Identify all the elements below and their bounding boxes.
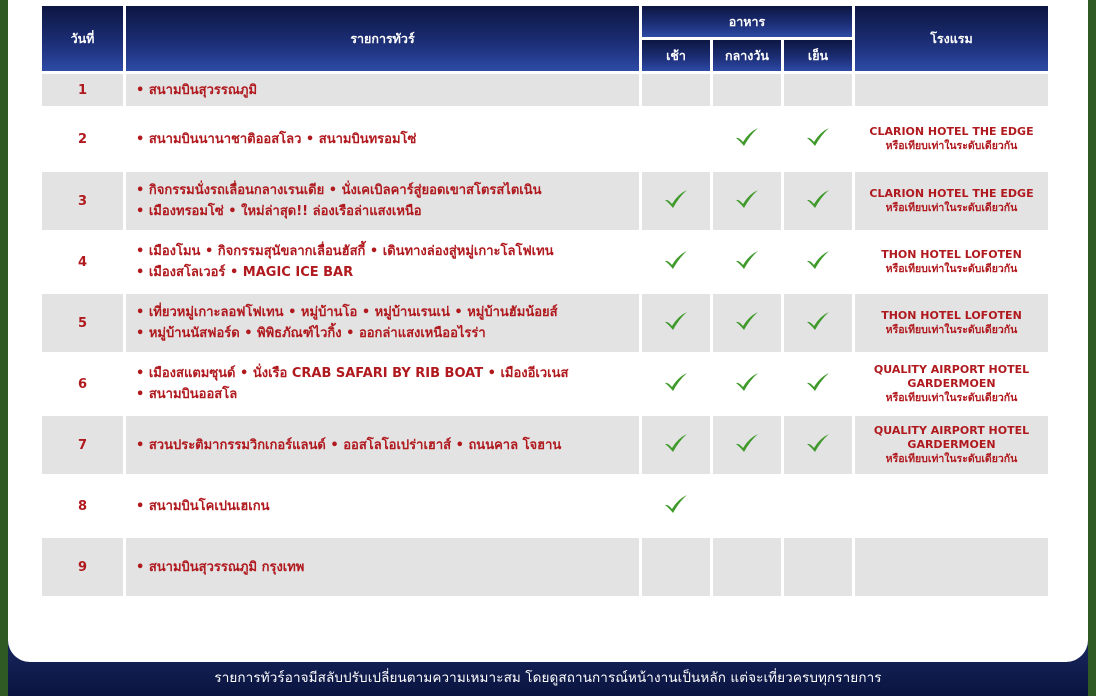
day-number: 4 (42, 233, 123, 291)
check-icon (663, 310, 689, 332)
table-row (42, 416, 1048, 474)
meal-dinner (784, 74, 852, 106)
tour-line: • เที่ยวหมู่เกาะลอฟโฟเทน • หมู่บ้านโอ • หมู่บ้านเรนเน่ • หมู่บ้านฮัมน้อยส์ (136, 305, 558, 320)
check-icon (734, 371, 760, 393)
check-icon (805, 310, 831, 332)
meal-dinner (784, 294, 852, 352)
itinerary-table (39, 3, 1051, 599)
meal-dinner (784, 109, 852, 169)
day-number: 6 (42, 355, 123, 413)
hotel-note: หรือเทียบเท่าในระดับเดียวกัน (885, 140, 1018, 152)
table-row (42, 538, 1048, 596)
hotel-cell (855, 74, 1048, 106)
table-row (42, 477, 1048, 535)
check-icon (734, 126, 760, 148)
check-icon (805, 249, 831, 271)
check-icon (663, 249, 689, 271)
meal-breakfast (642, 74, 710, 106)
hotel-cell (855, 294, 1048, 352)
table-row (42, 233, 1048, 291)
meal-lunch (713, 538, 781, 596)
hotel-name: CLARION HOTEL THE EDGE (869, 187, 1034, 200)
check-icon (663, 493, 689, 515)
hotel-note: หรือเทียบเท่าในระดับเดียวกัน (885, 392, 1018, 404)
meal-dinner (784, 416, 852, 474)
tour-line: • สนามบินโคเปนเฮเกน (136, 498, 270, 514)
tour-cell (126, 477, 639, 535)
check-icon (734, 432, 760, 454)
meal-dinner (784, 233, 852, 291)
tour-line: • เมืองสแตมซุนด์ • นั่งเรือ CRAB SAFARI BY RIB BOAT • เมืองอีเวเนส (136, 366, 569, 381)
tour-line: • สนามบินสุวรรณภูมิ กรุงเทพ (136, 559, 305, 575)
hotel-note: หรือเทียบเท่าในระดับเดียวกัน (885, 263, 1018, 275)
check-icon (734, 310, 760, 332)
tour-line: • สนามบินสุวรรณภูมิ (136, 82, 258, 98)
tour-cell (126, 74, 639, 106)
hotel-cell (855, 172, 1048, 230)
day-number: 3 (42, 172, 123, 230)
meal-dinner (784, 355, 852, 413)
footer-note: รายการทัวร์อาจมีสลับปรับเปลี่ยนตามความเหมาะสม โดยดูสถานการณ์หน้างานเป็นหลัก แต่จะเที่ยวครบทุกรายการ (214, 670, 882, 686)
table-row (42, 109, 1048, 169)
hotel-note: หรือเทียบเท่าในระดับเดียวกัน (885, 324, 1018, 336)
meal-lunch (713, 74, 781, 106)
header-hotel: โรงแรม (855, 6, 1048, 71)
check-icon (805, 371, 831, 393)
meal-dinner (784, 538, 852, 596)
tour-line: • เมืองโมน • กิจกรรมสุนัขลากเลื่อนฮัสกี้ • เดินทางล่องสู่หมู่เกาะโลโฟเทน (136, 244, 554, 259)
meal-lunch (713, 233, 781, 291)
tour-cell (126, 294, 639, 352)
check-icon (663, 188, 689, 210)
tour-cell (126, 233, 639, 291)
tour-cell (126, 355, 639, 413)
tour-cell (126, 416, 639, 474)
check-icon (663, 371, 689, 393)
meal-lunch (713, 477, 781, 535)
tour-line: • เมืองทรอมโซ่ • ใหม่ล่าสุด!! ล่องเรือล่าแสงเหนือ (136, 204, 422, 219)
hotel-name: THON HOTEL LOFOTEN (881, 248, 1022, 261)
day-number: 8 (42, 477, 123, 535)
hotel-cell (855, 355, 1048, 413)
hotel-note: หรือเทียบเท่าในระดับเดียวกัน (885, 453, 1018, 465)
check-icon (805, 126, 831, 148)
meal-breakfast (642, 538, 710, 596)
header-day: วันที่ (42, 6, 123, 71)
table-row (42, 294, 1048, 352)
header-breakfast: เช้า (642, 40, 710, 71)
hotel-note: หรือเทียบเท่าในระดับเดียวกัน (885, 202, 1018, 214)
hotel-cell (855, 109, 1048, 169)
hotel-cell (855, 233, 1048, 291)
hotel-name: QUALITY AIRPORT HOTEL GARDERMOEN (873, 363, 1030, 390)
check-icon (734, 188, 760, 210)
header-tour: รายการทัวร์ (126, 6, 639, 71)
meal-dinner (784, 477, 852, 535)
tour-line: • สนามบินนานาชาติออสโลว • สนามบินทรอมโซ่ (136, 131, 417, 147)
header-lunch: กลางวัน (713, 40, 781, 71)
header-meals: อาหาร (642, 6, 852, 37)
tour-line: • สนามบินออสโล (136, 387, 238, 402)
table-row (42, 74, 1048, 106)
meal-breakfast (642, 109, 710, 169)
meal-lunch (713, 355, 781, 413)
hotel-cell (855, 538, 1048, 596)
tour-line: • เมืองสโลเวอร์ • MAGIC ICE BAR (136, 265, 354, 280)
meal-breakfast (642, 233, 710, 291)
meal-breakfast (642, 477, 710, 535)
tour-cell (126, 172, 639, 230)
table-row (42, 355, 1048, 413)
check-icon (663, 432, 689, 454)
hotel-cell (855, 477, 1048, 535)
tour-line: • หมู่บ้านนัสฟอร์ด • พิพิธภัณฑ์ไวกิ้ง • ออกล่าแสงเหนืออไรร่า (136, 326, 486, 341)
meal-lunch (713, 109, 781, 169)
hotel-name: CLARION HOTEL THE EDGE (869, 125, 1034, 138)
meal-breakfast (642, 294, 710, 352)
meal-lunch (713, 172, 781, 230)
tour-line: • สวนประติมากรรมวิกเกอร์แลนด์ • ออสโลโอเปร่าเฮาส์ • ถนนคาล โจฮาน (136, 437, 562, 453)
hotel-name: THON HOTEL LOFOTEN (881, 309, 1022, 322)
header-dinner: เย็น (784, 40, 852, 71)
meal-breakfast (642, 355, 710, 413)
tour-cell (126, 538, 639, 596)
day-number: 5 (42, 294, 123, 352)
table-row (42, 172, 1048, 230)
check-icon (805, 432, 831, 454)
day-number: 9 (42, 538, 123, 596)
meal-breakfast (642, 416, 710, 474)
hotel-cell (855, 416, 1048, 474)
hotel-name: QUALITY AIRPORT HOTEL GARDERMOEN (873, 424, 1030, 451)
day-number: 2 (42, 109, 123, 169)
day-number: 7 (42, 416, 123, 474)
day-number: 1 (42, 74, 123, 106)
itinerary-card (8, 0, 1088, 662)
meal-lunch (713, 416, 781, 474)
meal-breakfast (642, 172, 710, 230)
tour-cell (126, 109, 639, 169)
tour-line: • กิจกรรมนั่งรถเลื่อนกลางเรนเดีย • นั่งเคเบิลคาร์สู่ยอดเขาสโตรสไตเนิน (136, 183, 542, 198)
check-icon (734, 249, 760, 271)
check-icon (805, 188, 831, 210)
meal-dinner (784, 172, 852, 230)
meal-lunch (713, 294, 781, 352)
